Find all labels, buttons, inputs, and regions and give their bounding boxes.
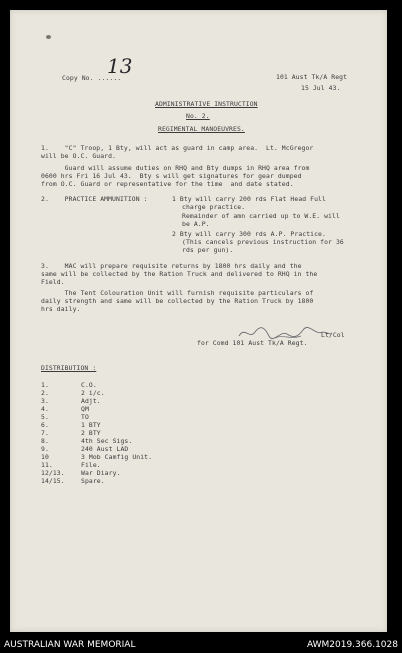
list-item-label: Spare. [81, 477, 105, 485]
footer-accession-number: AWM2019.366.1028 [306, 640, 398, 650]
list-item-number: 11. [41, 461, 53, 469]
list-item-label: 3 Mob Camfig Unit. [81, 453, 153, 461]
document-date: 15 Jul 43. [301, 84, 341, 92]
copy-number-handwritten: 13 [107, 54, 133, 78]
list-item-number: 8. [41, 437, 49, 445]
para1-line5: from O.C. Guard or representative for the time and date stated. [41, 180, 294, 188]
list-item-number: 1. [41, 381, 49, 389]
list-item-label: C.O. [81, 381, 97, 389]
list-item-number: 5. [41, 413, 49, 421]
list-item-number: 7. [41, 429, 49, 437]
signature-rank: Lt/Col [321, 331, 345, 339]
para3-line5: daily strength and same will be collected by the Ration Truck by 1800 [41, 297, 314, 305]
list-item-number: 4. [41, 405, 49, 413]
para3-line1: 3. MAC will prepare requisite returns by 1800 hrs daily and the [41, 262, 302, 270]
list-item-label: TO [81, 413, 89, 421]
list-item-label: War Diary. [81, 469, 121, 477]
para1-line2: will be O.C. Guard. [41, 152, 117, 160]
para3-line3: Field. [41, 278, 65, 286]
para2-label: 2. PRACTICE AMMUNITION : [41, 195, 148, 203]
list-item-label: 240 Aust LAD [81, 445, 129, 453]
punch-mark [46, 35, 51, 39]
list-item-label: 2 i/c. [81, 389, 105, 397]
para3-line4: The Tent Colouration Unit will furnish requisite particulars of [41, 289, 314, 297]
archive-footer [0, 637, 402, 653]
footer-institution: AUSTRALIAN WAR MEMORIAL [4, 640, 136, 650]
para2-line6: (This cancels previous instruction for 36 [182, 238, 344, 246]
para1-line3: Guard will assume duties on RHQ and Bty dumps in RHQ area from [41, 164, 310, 172]
para2-line7: rds per gun). [182, 246, 234, 254]
unit-header: 101 Aust Tk/A Regt [276, 73, 348, 81]
para1-line4: 0600 hrs Fri 16 Jul 43. Bty s will get signatures for gear dumped [41, 172, 302, 180]
list-item-number: 10 [41, 453, 49, 461]
list-item-label: QM [81, 405, 89, 413]
para1-line1: 1. "C" Troop, 1 Bty, will act as guard in camp area. Lt. McGregor [41, 144, 314, 152]
distribution-title: DISTRIBUTION : [41, 364, 97, 372]
list-item-label: File. [81, 461, 101, 469]
list-item-number: 3. [41, 397, 49, 405]
signature-block: for Comd 101 Aust Tk/A Regt. [197, 339, 308, 347]
copy-label: Copy No. ...... [62, 74, 122, 82]
para3-line6: hrs daily. [41, 305, 81, 313]
list-item-label: Adjt. [81, 397, 101, 405]
document-title: ADMINISTRATIVE INSTRUCTION [155, 100, 258, 108]
list-item-number: 14/15. [41, 477, 65, 485]
list-item-number: 2. [41, 389, 49, 397]
list-item-number: 12/13. [41, 469, 65, 477]
para2-line1: 1 Bty will carry 200 rds Flat Head Full [172, 195, 326, 203]
list-item-number: 9. [41, 445, 49, 453]
para2-line2: charge practice. [182, 203, 246, 211]
document-page [10, 10, 387, 632]
para2-line4: be A.P. [182, 220, 210, 228]
para2-line5: 2 Bty will carry 300 rds A.P. Practice. [172, 230, 326, 238]
para2-line3: Remainder of amn carried up to W.E. will [182, 212, 340, 220]
list-item-label: 1 BTY [81, 421, 101, 429]
list-item-number: 6. [41, 421, 49, 429]
para3-line2: same will be collected by the Ration Truck and delivered to RHQ in the [41, 270, 318, 278]
document-subtitle: REGIMENTAL MANOEUVRES. [158, 125, 245, 133]
list-item-label: 2 BTY [81, 429, 101, 437]
list-item-label: 4th Sec Sigs. [81, 437, 133, 445]
document-number: No. 2. [186, 112, 210, 120]
